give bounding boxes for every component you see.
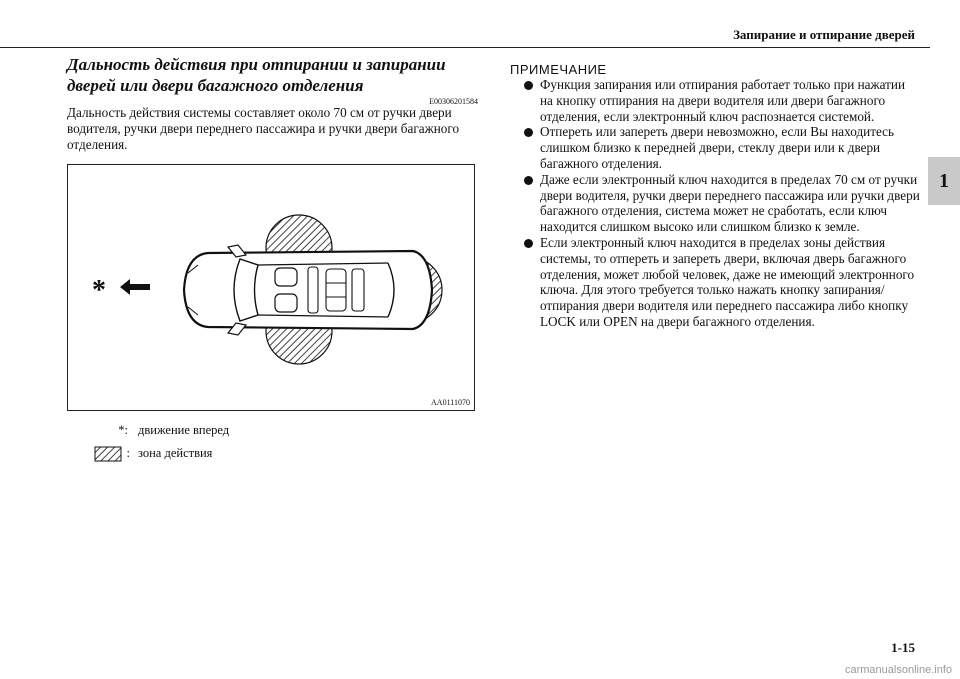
list-item: Даже если электронный ключ находится в пределах 70 см от ручки двери водителя, ручки двери переднего пассажира или ручки двери багажного отделения, система может не сработать, если ключ находится слишком высоко или слишком близко к земле. (510, 172, 920, 235)
bullet-icon (524, 176, 533, 185)
chapter-tab[interactable]: 1 (928, 157, 960, 205)
bullet-icon (524, 239, 533, 248)
forward-asterisk: * (92, 275, 106, 306)
running-header: Запирание и отпирание дверей (733, 27, 915, 42)
note-title: ПРИМЕЧАНИЕ (510, 62, 607, 77)
legend-mark: : (126, 446, 130, 460)
legend-mark: *: (118, 423, 128, 437)
note-list (510, 77, 920, 330)
bullet-icon (524, 128, 533, 137)
page-number: 1-15 (891, 640, 915, 655)
legend-zone (98, 446, 212, 461)
section-body: Дальность действия системы составляет около 70 см от ручки двери водителя, ручки двери переднего пассажира и ручки двери багажного отделения. (67, 105, 460, 152)
header-rule (0, 47, 930, 48)
list-item: Функция запирания или отпирания работает только при нажатии на кнопку отпирания на двери водителя или двери багажного отделения, если электронный ключ распознается системой. (510, 77, 920, 124)
legend-forward (98, 423, 229, 438)
legend-text: движение вперед (138, 423, 230, 437)
legend-text: зона действия (138, 446, 213, 460)
car-top-view-illustration (68, 165, 474, 410)
list-item: Отпереть или запереть двери невозможно, если Вы находитесь слишком близко к передней двери, стеклу двери или к двери багажного отделения. (510, 124, 920, 171)
section-title: Дальность действия при отпирании и запирании дверей или двери багажного отделения (67, 55, 446, 95)
range-diagram (67, 164, 475, 411)
list-item: Если электронный ключ находится в пределах зоны действия системы, то отпереть и запереть двери, включая дверь багажного отделения, может любой человек, даже не имеющий электронного ключа. Для этого требуется только нажать кнопку запирания/отпирания двери водителя или переднего пассажира либо кнопку LOCK или OPEN на двери багажного отделения. (510, 235, 920, 330)
bullet-icon (524, 81, 533, 90)
watermark[interactable]: carmanualsonline.info (844, 664, 952, 676)
hatch-swatch-icon (98, 446, 128, 461)
figure-code: AA0111070 (431, 398, 470, 407)
section-code: E00306201584 (429, 97, 478, 106)
forward-arrow-icon (120, 279, 150, 295)
